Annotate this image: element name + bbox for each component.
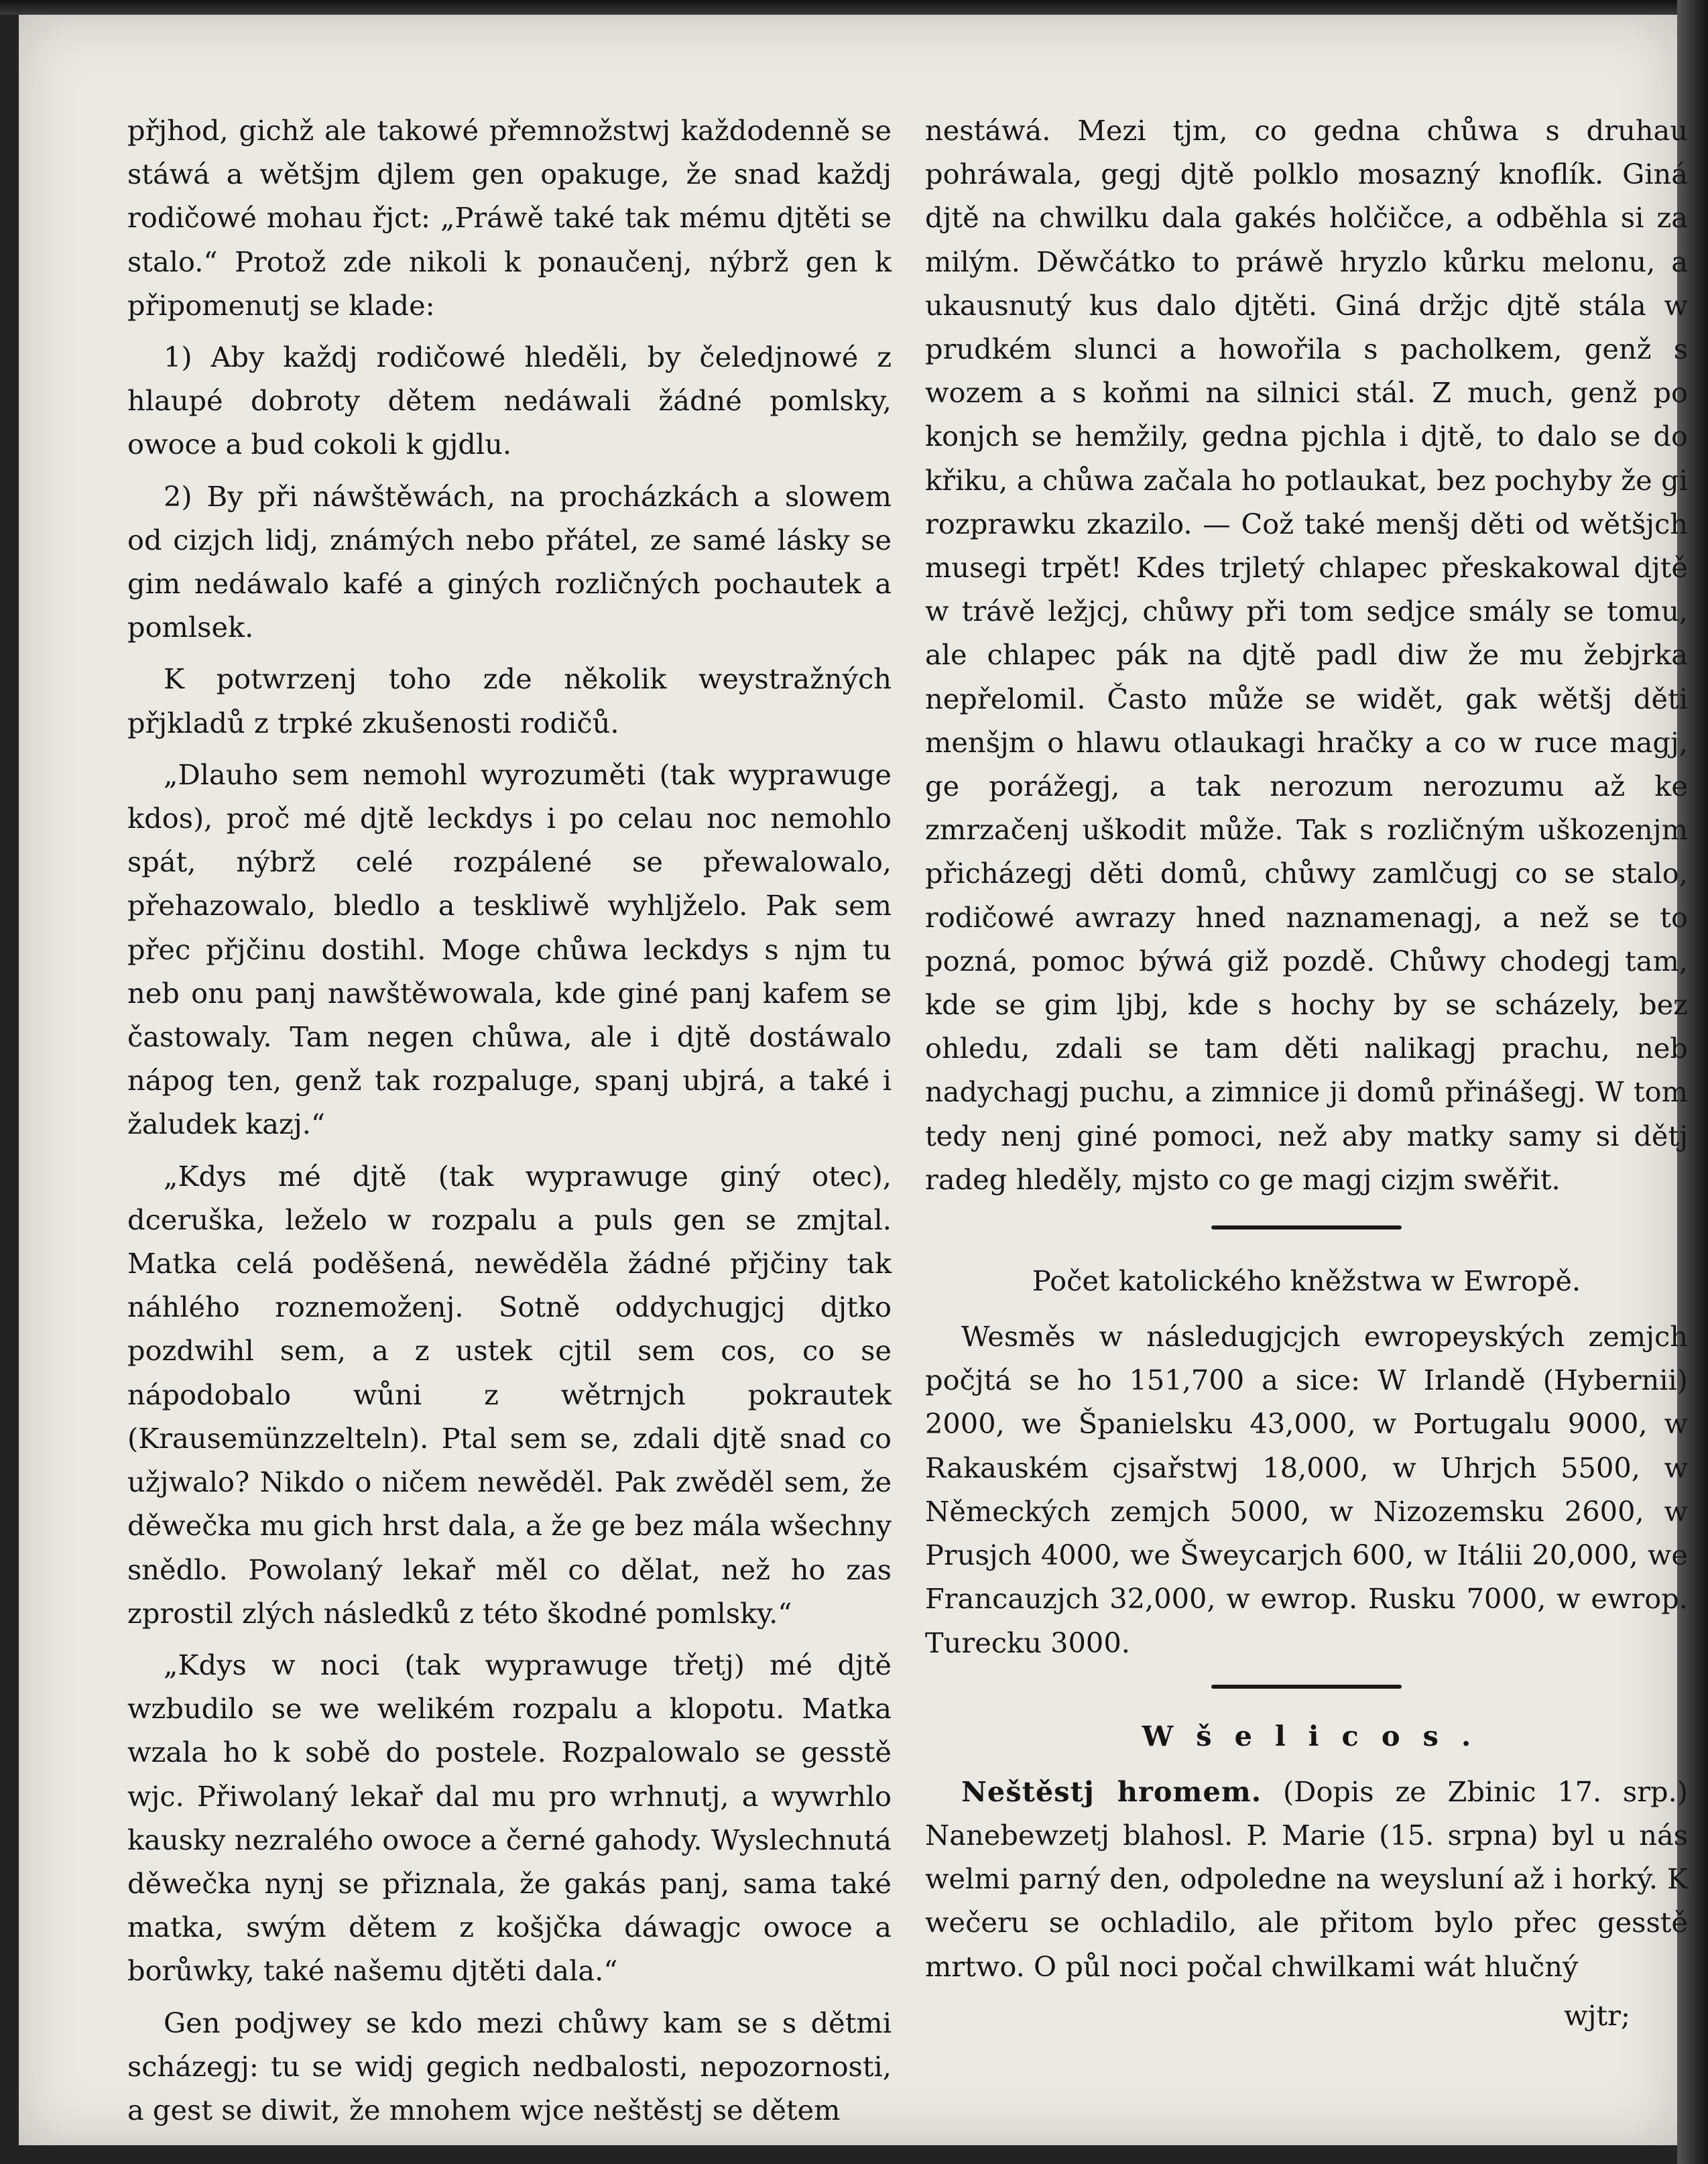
document-page: [19, 15, 1688, 2145]
section-divider: [1211, 1685, 1402, 1689]
paragraph: nestáwá. Mezi tjm, co gedna chůwa s druhau pohráwala, gegj djtě polklo mosazný knoflík. Giná djtě na chwilku dala gakés holčičce, a odběhla si za milým. Děwčátko to práwě hryzlo kůrku melonu, a ukausnutý kus dalo djtěti. Giná držjc djtě stála w prudkém slunci a howořila s pacholkem, genž s wozem a s koňmi na silnici stál. Z much, genž po konjch se hemžily, gedna pjchla i djtě, to dalo se do křiku, a chůwa začala ho potlaukat, bez pochyby že gi rozprawku zkazilo. — Což také menšj děti od wětšjch musegi trpět! Kdes trjletý chlapec přeskakowal djtě w trávě ležjcj, chůwy při tom sedjce smály se tomu, ale chlapec pák na djtě padl diw že mu žebjrka nepřelomil. Často může se widět, gak wětšj děti menšjm o hlawu otlaukagi hračky a co w ruce magj, ge porážegj, a tak nerozum nerozumu až ke zmrzačenj uškodit může. Tak s rozličným uškozenjm přicházegj děti domů, chůwy zamlčugj co se stalo, rodičowé awrazy hned naznamenagj, a než se to pozná, pomoc býwá giž pozdě. Chůwy chodegj tam, kde se gim ljbj, kde s hochy by se scházely, bez ohledu, zdali se tam děti nalikagj prachu, neb nadychagj puchu, a zimnice ji domů přinášegj. W tom tedy nenj giné pomoci, než aby matky samy si dětj radeg hleděly, mjsto co ge magj cizjm swěřit.: [925, 114, 1688, 1196]
left-column: [127, 109, 892, 2140]
misc-section-title: Wšelicos.: [1142, 1719, 1494, 1752]
news-body: (Dopis ze Zbinic 17. srp.) Nanebewzetj blahosl. P. Marie (15. srpna) byl u nás welmi parný den, odpoledne na weysluní až i horký. K wečeru se ochladilo, ale přitom bylo přec gesstě mrtwo. O půl noci počal chwilkami wát hlučný: [925, 1775, 1688, 1983]
scan-border-top: [0, 0, 1708, 15]
paragraph: K potwrzenj toho zde několik weystražných přjkladů z trpké zkušenosti rodičů.: [127, 662, 892, 739]
catchword: wjtr;: [1564, 1998, 1630, 2032]
list-item: 2) By při náwštěwách, na procházkách a slowem od cizjch lidj, známých nebo přátel, ze samé lásky se gim nedáwalo kafé a giných rozličných pochautek a pomlsek.: [127, 479, 892, 644]
section-divider: [1211, 1225, 1402, 1229]
paragraph: Gen podjwey se kdo mezi chůwy kam se s dětmi scházegj: tu se widj gegich nedbalosti, nepozornosti, a gest se diwit, že mnohem wjce neštěstj se dětem: [127, 2006, 892, 2126]
paragraph: „Dlauho sem nemohl wyrozuměti (tak wyprawuge kdos), proč mé djtě leckdys i po celau noc nemohlo spát, nýbrž celé rozpálené se přewalowalo, přehazowalo, bledlo a teskliwě wyhljželo. Pak sem přec přjčinu dostihl. Moge chůwa leckdys s njm tu neb onu panj nawštěwowala, kde giné panj kafem se častowaly. Tam negen chůwa, ale i djtě dostáwalo nápog ten, genž tak rozpaluge, spanj ubjrá, a také i žaludek kazj.“: [127, 758, 892, 1141]
list-item: 1) Aby každj rodičowé hleděli, by čeledjnowé z hlaupé dobroty dětem nedáwali žádné pomlsky, owoce a bud cokoli k gjdlu.: [127, 341, 892, 461]
right-column: [925, 109, 1688, 2037]
news-title: Neštěstj hromem.: [961, 1775, 1262, 1808]
section-title: Počet katolického kněžstwa w Ewropě.: [1032, 1264, 1581, 1298]
news-paragraph: [925, 1770, 1688, 1988]
paragraph: Wesměs w následugjcjch ewropeyských zemjch počjtá se ho 151,700 a sice: W Irlandě (Hybernii) 2000, we Španielsku 43,000, w Portugalu 9000, w Rakauském cjsařstwj 18,000, w Uhrjch 5500, w Německých zemjch 5000, w Nizozemsku 2600, w Prusjch 4000, we Šweycarjch 600, w Itálii 20,000, we Francauzjch 32,000, w ewrop. Rusku 7000, w ewrop. Turecku 3000.: [925, 1320, 1688, 1659]
paragraph: přjhod, gichž ale takowé přemnožstwj každodenně se stáwá a wětšjm djlem gen opakuge, že snad každj rodičowé mohau řjct: „Práwě také tak mému djtěti se stalo.“ Protož zde nikoli k ponaučenj, nýbrž gen k připomenutj se klade:: [127, 114, 892, 322]
paragraph: „Kdys mé djtě (tak wyprawuge giný otec), dceruška, leželo w rozpalu a puls gen se zmjtal. Matka celá poděšená, newěděla žádné přjčiny tak náhlého roznemoženj. Sotně oddychugjcj djtko pozdwihl sem, a z ustek cjtil sem cos, co se nápodobalo wůni z wětrnjch pokrautek (Krausemünzzelteln). Ptal sem se, zdali djtě snad co užjwalo? Nikdo o ničem newěděl. Pak zwěděl sem, že děwečka mu gich hrst dala, a že ge bez mála wšechny snědlo. Powolaný lekař měl co dělat, než ho zas zprostil zlých následků z této škodné pomlsky.“: [127, 1159, 892, 1630]
paragraph: „Kdys w noci (tak wyprawuge třetj) mé djtě wzbudilo se we welikém rozpalu a klopotu. Matka wzala ho k sobě do postele. Rozpalowalo se gesstě wjc. Přiwolaný lekař dal mu pro wrhnutj, a wywrhlo kausky nezralého owoce a černé gahody. Wyslechnutá děwečka nynj se přiznala, že gakás panj, sama také matka, swým dětem z košjčka dáwagjc owoce a borůwky, také našemu djtěti dala.“: [127, 1648, 892, 1988]
